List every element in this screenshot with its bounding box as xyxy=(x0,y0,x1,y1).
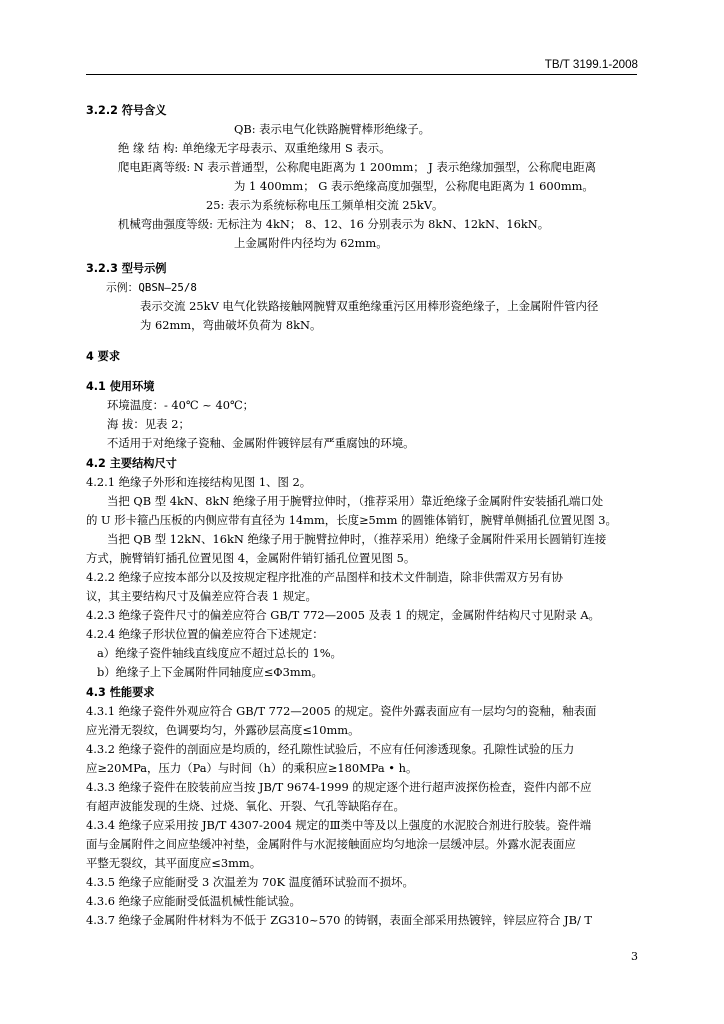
symbol-voltage-line: 25: 表示为系统标称电压工频单相交流 25kV。 xyxy=(206,198,444,212)
model-example-label: 示例：QBSN—25/8 xyxy=(106,281,197,294)
heading-3-2-2: 3.2.2 符号含义 xyxy=(86,104,167,117)
clause-4-2-4-a: a）绝缘子瓷件轴线直线度应不超过总长的 1%。 xyxy=(97,646,342,660)
symbol-qb-line: QB: 表示电气化铁路腕臂棒形绝缘子。 xyxy=(234,122,431,136)
clause-4-2-1-para1-cont: 的 U 形卡箍凸压板的内侧应带有直径为 14mm，长度≥5mm 的圆锥体销钉，腕臂单侧插孔位置见图 3。 xyxy=(86,513,617,527)
symbol-creepage-line-cont: 为 1 400mm； G 表示绝缘高度加强型，公称爬电距离为 1 600mm。 xyxy=(234,179,594,193)
clause-4-2-1-para1: 当把 QB 型 4kN、8kN 绝缘子用于腕臂拉伸时，（推荐采用）靠近绝缘子金属附件安装插孔端口处 xyxy=(107,494,604,508)
page-body xyxy=(86,100,639,930)
standard-code: TB/T 3199.1-2008 xyxy=(544,58,638,71)
symbol-creepage-line: 爬电距离等级: N 表示普通型，公称爬电距离为 1 200mm； J 表示绝缘加强型，公称爬电距离 xyxy=(118,160,596,174)
clause-4-3-7: 4.3.7 绝缘子金属附件材料为不低于 ZG310~570 的铸钢，表面全部采用热镀锌，锌层应符合 JB/ T xyxy=(86,913,593,927)
symbol-structure-line: 绝 缘 结 构: 单绝缘无字母表示、双重绝缘用 S 表示。 xyxy=(118,141,391,155)
clause-4-2-4-b: b）绝缘子上下金属附件同轴度应≤Φ3mm。 xyxy=(97,665,323,679)
clause-4-3-6: 4.3.6 绝缘子应能耐受低温机械性能试验。 xyxy=(86,894,301,908)
clause-4-3-3: 4.3.3 绝缘子瓷件在胶装前应当按 JB/T 9674-1999 的规定逐个进行超声波探伤检查，瓷件内部不应 xyxy=(86,780,592,794)
model-example-desc: 表示交流 25kV 电气化铁路接触网腕臂双重绝缘重污区用棒形瓷绝缘子，上金属附件管内径 xyxy=(140,299,599,313)
clause-4-2-1: 4.2.1 绝缘子外形和连接结构见图 1、图 2。 xyxy=(86,475,312,489)
symbol-inner-diameter-line: 上金属附件内径均为 62mm。 xyxy=(234,236,388,250)
clause-4-3-2: 4.3.2 绝缘子瓷件的剖面应是均质的，经孔隙性试验后，不应有任何渗透现象。孔隙性试验的压力 xyxy=(86,742,575,756)
clause-4-3-4: 4.3.4 绝缘子应采用按 JB/T 4307-2004 规定的Ⅲ类中等及以上强度的水泥胶合剂进行胶装。瓷件端 xyxy=(86,818,592,832)
header-rule xyxy=(86,74,637,75)
heading-4-3: 4.3 性能要求 xyxy=(86,686,155,699)
clause-4-3-1: 4.3.1 绝缘子瓷件外观应符合 GB/T 772—2005 的规定。瓷件外露表面应有一层均匀的瓷釉，釉表面 xyxy=(86,704,597,718)
clause-4-3-4-cont: 面与金属附件之间应垫缓冲衬垫，金属附件与水泥接触面应均匀地涂一层缓冲层。外露水泥表面应 xyxy=(86,837,576,851)
clause-4-2-2: 4.2.2 绝缘子应按本部分以及按规定程序批准的产品图样和技术文件制造，除非供需双方另有协 xyxy=(86,570,563,584)
env-temperature: 环境温度：- 40℃ ~ 40℃； xyxy=(107,398,255,412)
heading-4-2: 4.2 主要结构尺寸 xyxy=(86,457,177,470)
clause-4-3-4-cont2: 平整无裂纹，其平面度应≤3mm。 xyxy=(86,856,262,870)
heading-3-2-3: 3.2.3 型号示例 xyxy=(86,262,167,275)
env-not-applicable: 不适用于对绝缘子瓷釉、金属附件镀锌层有严重腐蚀的环境。 xyxy=(107,436,415,450)
env-altitude: 海 拔：见表 2； xyxy=(107,417,190,431)
clause-4-3-5: 4.3.5 绝缘子应能耐受 3 次温差为 70K 温度循环试验而不损坏。 xyxy=(86,875,414,889)
clause-4-2-1-para2: 当把 QB 型 12kN、16kN 绝缘子用于腕臂拉伸时，（推荐采用）绝缘子金属附件采用长圆销钉连接 xyxy=(107,532,607,546)
clause-4-3-2-cont: 应≥20MPa，压力（Pa）与时间（h）的乘积应≥180MPa • h。 xyxy=(86,761,418,775)
model-example-desc-cont: 为 62mm，弯曲破坏负荷为 8kN。 xyxy=(140,318,322,332)
heading-4-1: 4.1 使用环境 xyxy=(86,380,155,393)
page-number: 3 xyxy=(631,950,638,963)
symbol-strength-line: 机械弯曲强度等级: 无标注为 4kN； 8、12、16 分别表示为 8kN、12kN、16kN。 xyxy=(118,217,550,231)
clause-4-3-1-cont: 应光滑无裂纹，色调要均匀，外露砂层高度≤10mm。 xyxy=(86,723,360,737)
clause-4-2-2-cont: 议，其主要结构尺寸及偏差应符合表 1 规定。 xyxy=(86,589,317,603)
clause-4-2-3: 4.2.3 绝缘子瓷件尺寸的偏差应符合 GB/T 772—2005 及表 1 的规定，金属附件结构尺寸见附录 A。 xyxy=(86,608,600,622)
clause-4-3-3-cont: 有超声波能发现的生烧、过烧、氧化、开裂、气孔等缺陷存在。 xyxy=(86,799,405,813)
clause-4-2-4: 4.2.4 绝缘子形状位置的偏差应符合下述规定： xyxy=(86,627,324,641)
clause-4-2-1-para2-cont: 方式，腕臂销钉插孔位置见图 4，金属附件销钉插孔位置见图 5。 xyxy=(86,551,416,565)
heading-4: 4 要求 xyxy=(86,350,121,363)
